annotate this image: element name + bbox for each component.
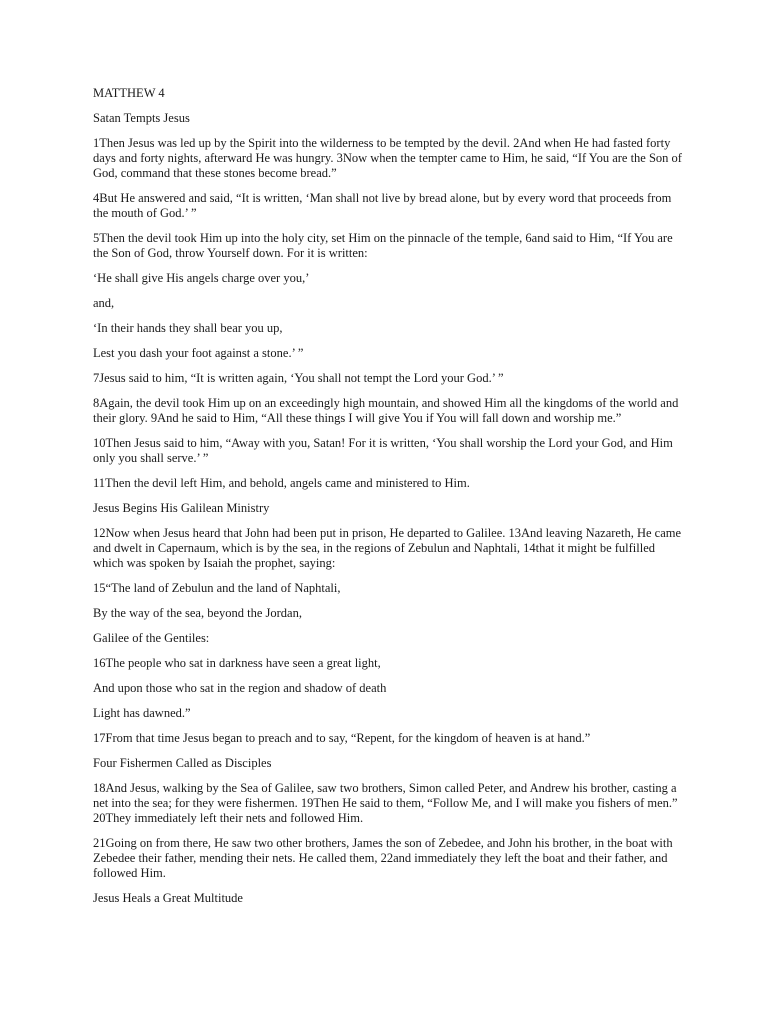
verse-paragraph: By the way of the sea, beyond the Jordan, (93, 606, 302, 620)
verse-paragraph: and, (93, 296, 115, 310)
verse-paragraph: 12Now when Jesus heard that John had been put in prison, He departed to Galilee. 13And leaving Nazareth, He came and dwelt in Capernaum, which is by the sea, in the regions of Zebulun and Naphtali, 14that it might be fulfilled which was spoken by Isaiah the prophet, saying: (93, 526, 682, 570)
verse-paragraph: 1Then Jesus was led up by the Spirit into the wilderness to be tempted by the devil. 2And when He had fasted forty days and forty nights, afterward He was hungry. 3Now when the tempter came to Him, he said, “If You are the Son of God, command that these stones become bread.” (93, 136, 682, 180)
section-heading: Four Fishermen Called as Disciples (93, 756, 272, 770)
verse-paragraph: 17From that time Jesus began to preach and to say, “Repent, for the kingdom of heaven is at hand.” (93, 731, 591, 745)
verse-paragraph: And upon those who sat in the region and shadow of death (93, 681, 387, 695)
document-page (93, 86, 683, 916)
verse-paragraph: 5Then the devil took Him up into the holy city, set Him on the pinnacle of the temple, 6and said to Him, “If You are the Son of God, throw Yourself down. For it is written: (93, 231, 673, 260)
section-heading: Satan Tempts Jesus (93, 111, 190, 125)
verse-paragraph: 11Then the devil left Him, and behold, angels came and ministered to Him. (93, 476, 470, 490)
verse-paragraph: 7Jesus said to him, “It is written again, ‘You shall not tempt the Lord your God.’ ” (93, 371, 504, 385)
verse-paragraph: 4But He answered and said, “It is written, ‘Man shall not live by bread alone, but by every word that proceeds from the mouth of God.’ ” (93, 191, 672, 220)
verse-paragraph: 16The people who sat in darkness have seen a great light, (93, 656, 381, 670)
verse-paragraph: 10Then Jesus said to him, “Away with you, Satan! For it is written, ‘You shall worship the Lord your God, and Him only you shall serve.’ ” (93, 436, 673, 465)
verse-paragraph: 15“The land of Zebulun and the land of Naphtali, (93, 581, 341, 595)
document-body (93, 111, 683, 906)
verse-paragraph: Lest you dash your foot against a stone.’ ” (93, 346, 304, 360)
document-title: MATTHEW 4 (93, 86, 165, 100)
verse-paragraph: ‘In their hands they shall bear you up, (93, 321, 283, 335)
verse-paragraph: 8Again, the devil took Him up on an exceedingly high mountain, and showed Him all the kingdoms of the world and their glory. 9And he said to Him, “All these things I will give You if You will fall down and worship me.” (93, 396, 679, 425)
verse-paragraph: Light has dawned.” (93, 706, 191, 720)
verse-paragraph: 18And Jesus, walking by the Sea of Galilee, saw two brothers, Simon called Peter, and Andrew his brother, casting a net into the sea; for they were fishermen. 19Then He said to them, “Follow Me, and I will make you fishers of men.” 20They immediately left their nets and followed Him. (93, 781, 678, 825)
verse-paragraph: 21Going on from there, He saw two other brothers, James the son of Zebedee, and John his brother, in the boat with Zebedee their father, mending their nets. He called them, 22and immediately they left the boat and their father, and followed Him. (93, 836, 673, 880)
section-heading: Jesus Heals a Great Multitude (93, 891, 243, 905)
section-heading: Jesus Begins His Galilean Ministry (93, 501, 270, 515)
verse-paragraph: ‘He shall give His angels charge over you,’ (93, 271, 310, 285)
verse-paragraph: Galilee of the Gentiles: (93, 631, 210, 645)
